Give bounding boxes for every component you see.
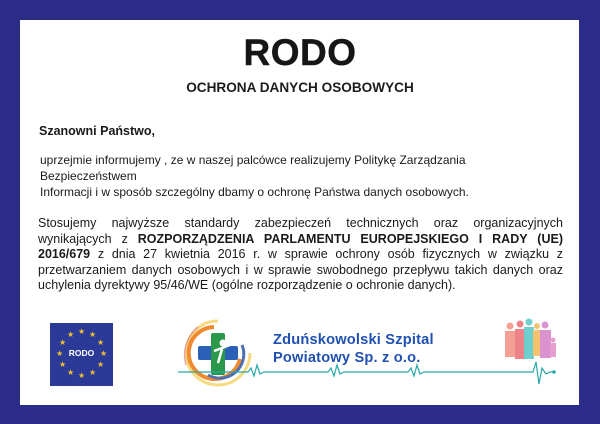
hospital-name-line-1: Zduńskowolski Szpital	[273, 332, 434, 348]
intro-paragraph	[40, 152, 560, 200]
eu-flag-label: RODO	[68, 348, 95, 358]
page-subtitle: OCHRONA DANYCH OSOBOWYCH	[186, 80, 414, 95]
standards-text-2: z dnia 27 kwietnia 2016 r. w sprawie ochrony osób fizycznych w związku z przetwarzaniem danych osobowych i w sprawie swobodnego przepływu takich danych oraz uchylenia dyrektywy 95/46/WE (ogólne rozporządzenie o ochronie danych).	[38, 247, 563, 293]
hospital-name-line-2: Powiatowy Sp. z o.o.	[273, 350, 421, 366]
standards-paragraph	[38, 216, 563, 294]
standards-text-1: Stosujemy najwyższe standardy zabezpieczeń technicznych oraz organizacyjnych wynikających z	[38, 216, 563, 246]
greeting: Szanowni Państwo,	[39, 124, 155, 138]
people-silhouettes-icon	[500, 318, 560, 362]
intro-line-2: Informacji i w sposób szczególny dbamy o ochronę Państwa danych osobowych.	[40, 185, 469, 199]
heartbeat-line-icon	[178, 360, 558, 390]
page-title: RODO	[243, 32, 357, 73]
eu-flag-icon: ★ ★ ★ ★ ★ ★ ★ ★ ★ ★ ★ ★ RODO	[50, 323, 113, 386]
intro-line-1: uprzejmie informujemy , ze w naszej palcówce realizujemy Politykę Zarządzania Bezpieczeństwem	[40, 153, 466, 183]
regulation-reference: ROZPORZĄDZENIA PARLAMENTU EUROPEJSKIEGO I RADY (UE) 2016/679	[38, 231, 563, 262]
